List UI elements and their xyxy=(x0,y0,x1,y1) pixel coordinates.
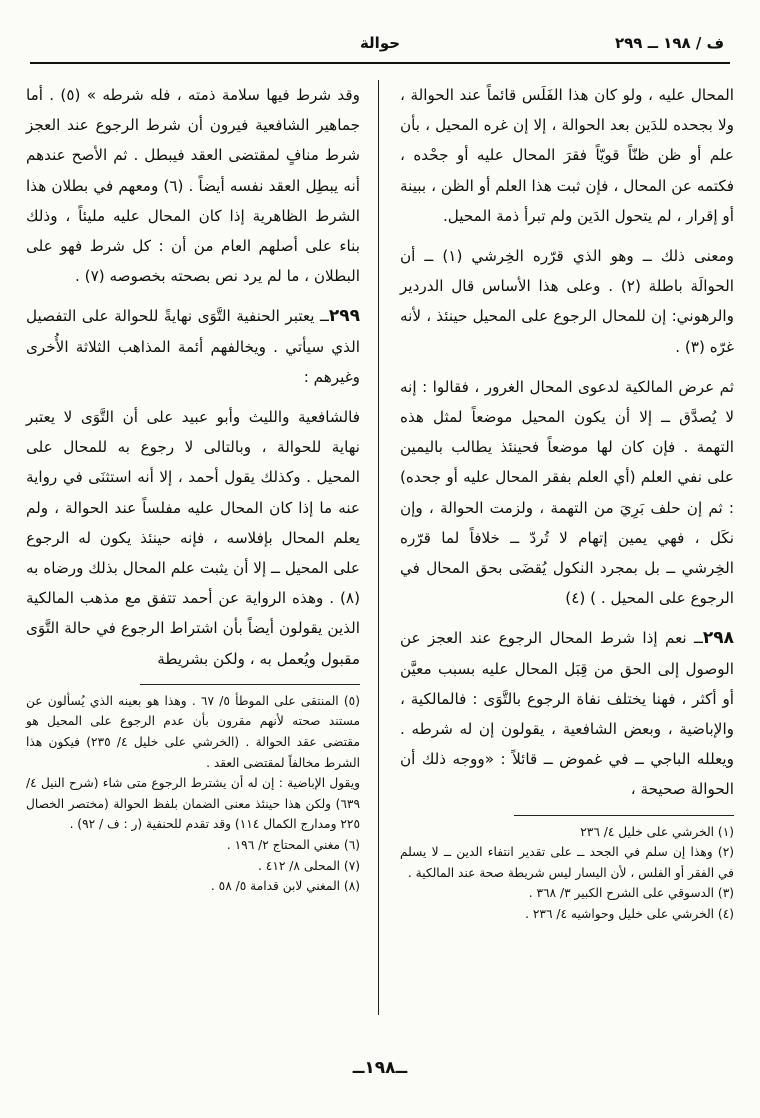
footnote: (٢) وهذا إن سلم في الجحد ــ على تقدير انتفاء الدين ــ لا يسلم في الفقر أو الفلس ، لأن اليسار ليس شريطة صحة عند المالكية . xyxy=(400,845,734,880)
running-header xyxy=(30,18,730,64)
footnote-rule xyxy=(514,815,734,816)
section-text: ــ نعم إذا شرط المحال الرجوع عند العجز عن الوصول إلى الحق من قِبَل المحال عليه بسبب معيَّن أو أكثر ، فهنا يختلف نفاة الرجوع بالتَّوَى : فالمالكية ، والإباضية ، وبعض الشافعية ، يقولون إن له شرطه . ويعلله الباجي ــ في غموض ــ قائلاً : «ووجه ذلك أن الحوالة صحيحة ، xyxy=(400,629,734,799)
page-number: ــ١٩٨ــ xyxy=(352,1058,408,1078)
footnote: ويقول الإباضية : إن له أن يشترط الرجوع متى شاء (شرح النيل ٤/ ٦٣٩) ولكن هذا حينئذ معنى الضمان بلفظ الحوالة (مختصر الخصال ٢٢٥ ومدارج الكمال ١١٤) وقد تقدم للحنفية (ر : ف / ٩٢) . xyxy=(26,776,360,832)
footnote: (٥) المنتقى على الموطأ ٥/ ٦٧ . وهذا هو بعينه الذي يُسألون عن مستند صحته لأنهم مقرون بأن عدم الرجوع على المحيل هو مقتضى عقد الحوالة . (الخرشي على خليل ٤/ ٢٣٥) فيكون هذا الشرط مخالفاً لمقتضى العقد . xyxy=(26,693,360,770)
right-column xyxy=(400,80,734,925)
footnote: (٦) مغني المحتاج ٢/ ١٩٦ . xyxy=(226,838,360,853)
section-paragraph xyxy=(26,301,360,392)
section-paragraph xyxy=(400,623,734,804)
footnote: (٣) الدسوقي على الشرح الكبير ٣/ ٣٦٨ . xyxy=(528,886,734,901)
footnote: (٤) الخرشي على خليل وحواشيه ٤/ ٢٣٦ . xyxy=(525,907,734,922)
header-title: حوالة xyxy=(359,34,401,52)
paragraph: فالشافعية والليث وأبو عبيد على أن التَّوَى لا يعتبر نهاية للحوالة ، وبالتالى لا رجوع به للمحال على المحيل . وكذلك يقول أحمد ، إلا أنه استثنَى في رواية عنه ما إذا كان المحال عليه مفلساً عند الحوالة ، ولم يعلم المحال بإفلاسه ، فإنه حينئذ يكون له الرجوع على المحيل ــ إلا أن يثبت علم المحال بذلك ورضاه به (٨) . وهذه الرواية عن أحمد تتفق مع مذهب المالكية الذين يقولون أيضاً بأن اشتراط الرجوع في حالة التَّوَى مقبول ويُعمل به ، ولكن بشريطة xyxy=(26,408,360,668)
footnote: (٧) المحلى ٨/ ٤١٢ . xyxy=(258,858,360,873)
paragraph: ثم عرض المالكية لدعوى المحال الغرور ، فقالوا : إنه لا يُصدَّق ــ إلا أن يكون المحيل موضعاً لمثل هذه التهمة . فإن كان لها موضعاً فحينئذ يطالب باليمين على نفي العلم (أي العلم بفقر المحال عليه أو جحده) : ثم إن حلف بَرِيَ من التهمة ، ولزمت الحوالة ، وإن نكَل ، فهي يمين إتهام لا تُردّ ــ خلافاً لما قرّره الخِرشي ــ بل بمجرد النكول يُقضَى بحق المحال في الرجوع على المحيل . ) (٤) xyxy=(400,377,734,608)
footnote-rule xyxy=(140,684,360,685)
section-text: ــ يعتبر الحنفية التَّوَى نهايةً للحوالة على التفصيل الذي سيأتي . ويخالفهم أئمة المذاهب الثلاثة الأُخرى وغيرهم : xyxy=(26,307,360,386)
paragraph: المحال عليه ، ولو كان هذا الفَلَس قائماً عند الحوالة ، ولا بجحده للدَين بعد الحوالة ، إلا إن غره المحيل ، بأن علم أو ظن ظنّاً قويّاً فقرَ المحال عليه أو جحْده ، فكتمه عن المحال ، فإن ثبت هذا العلم أو الظن ، ببينة أو إقرار ، لم يتحول الدَين ولم تبرأ ذمة المحيل. xyxy=(400,86,734,225)
column-divider xyxy=(378,80,379,1015)
paragraph: وقد شرط فيها سلامة ذمته ، فله شرطه » (٥) . أما جماهير الشافعية فيرون أن شرط الرجوع عند العجز شرط منافٍ لمقتضى العقد فيبطل . ثم الأصح عندهم أنه يبطِل العقد نفسه أيضاً . (٦) ومعهم في بطلان هذا الشرط الظاهرية إذا كان المحال عليه مليئاً ، وذلك بناء على أصلهم العام من أن : كل شرط فهو على البطلان ، ما لم يرد نص بصحته بخصوصه (٧) . xyxy=(26,86,360,286)
footnote: (٨) المغني لابن قدامة ٥/ ٥٨ . xyxy=(210,879,360,894)
section-number: ٢٩٩ xyxy=(328,306,360,327)
header-reference: ف / ١٩٨ ــ ٢٩٩ xyxy=(615,34,724,52)
section-number: ٢٩٨ xyxy=(702,628,734,649)
left-column xyxy=(26,80,360,897)
paragraph: ومعنى ذلك ــ وهو الذي قرّره الخِرشي (١) ــ أن الحوالَة باطلة (٢) . وعلى هذا الأساس قال الدردير والرهوني: إن للمحال الرجوع على المحيل حينئذ ، لأنه غرّه (٣) . xyxy=(400,247,734,356)
footnote: (١) الخرشي على خليل ٤/ ٢٣٦ xyxy=(580,824,734,839)
